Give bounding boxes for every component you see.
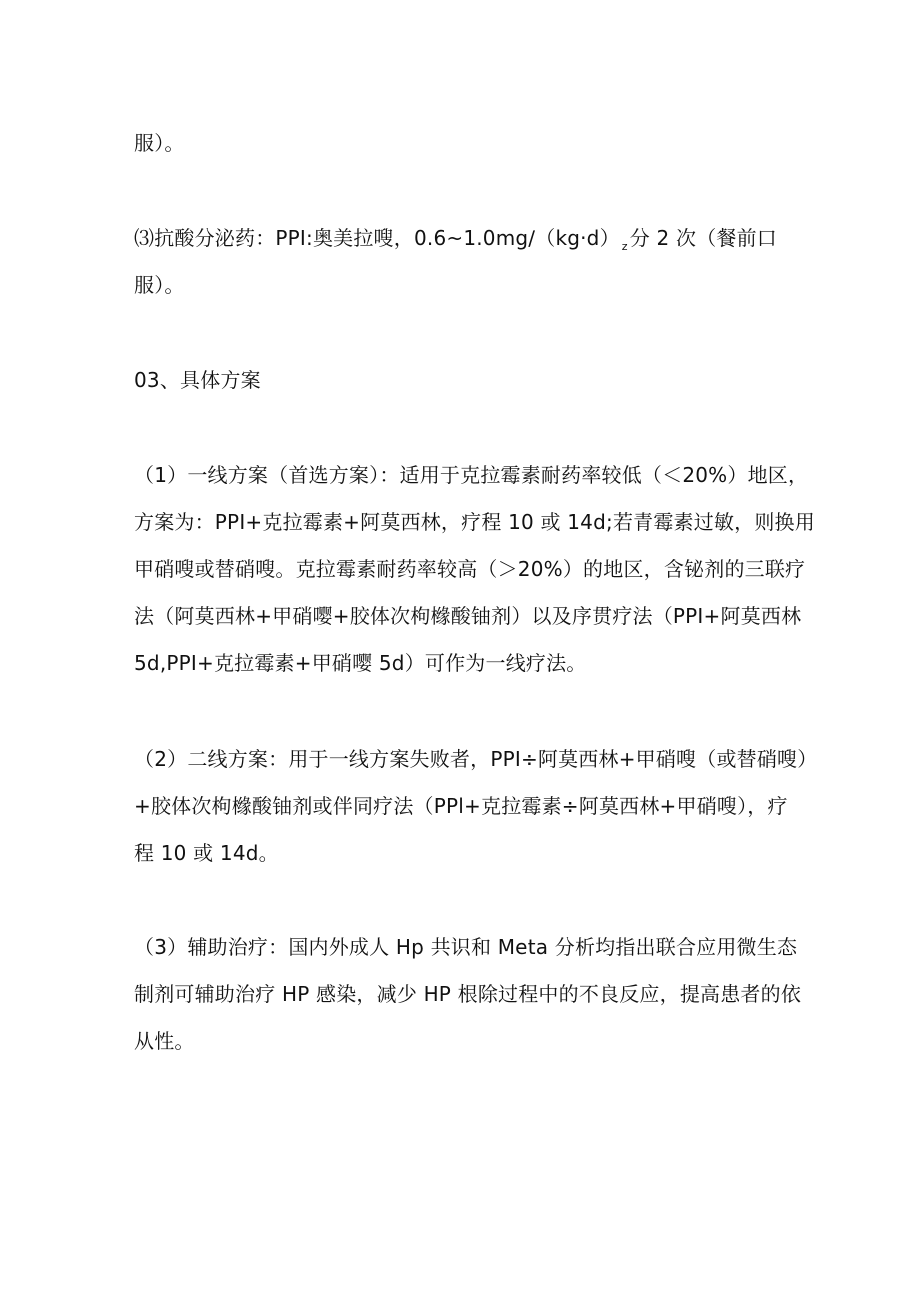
- first-line-plan-line-5: 5d,PPI+克拉霉素+甲硝嘤 5d）可作为一线疗法。: [134, 651, 587, 675]
- first-line-plan-line-1: （1）一线方案（首选方案）：适用于克拉霉素耐药率较低（＜20%）地区，: [134, 463, 809, 487]
- second-line-plan-line-2: +胶体次枸橼酸铀剂或伴同疗法（PPl+克拉霉素÷阿莫西林+甲硝嗖），疗: [134, 794, 788, 818]
- first-line-plan-line-3: 甲硝嗖或替硝嗖。克拉霉素耐药率较高（＞20%）的地区，含铋剂的三联疗: [134, 557, 806, 581]
- adjuvant-therapy-line-3: 从性。: [134, 1029, 195, 1053]
- second-line-plan-line-3: 程 10 或 14d。: [134, 841, 279, 865]
- second-line-plan-line-1: （2）二线方案：用于一线方案失败者，PPI÷阿莫西林+甲硝嗖（或替硝嗖）: [134, 747, 818, 771]
- adjuvant-therapy-line-1: （3）辅助治疗：国内外成人 Hp 共识和 Meta 分析均指出联合应用微生态: [134, 935, 798, 959]
- antacid-text-tail: 分 2 次（餐前口: [629, 226, 778, 250]
- antacid-subscript: z: [621, 240, 628, 253]
- first-line-plan-line-2: 方案为：PPI+克拉霉素+阿莫西林，疗程 10 或 14d;若青霉素过敏，则换用: [134, 510, 815, 534]
- antacid-text-main: ⑶抗酸分泌药：PPI:奥美拉嗖，0.6~1.0mg∕（kg·d）: [134, 226, 620, 250]
- first-line-plan-line-4: 法（阿莫西林+甲硝嘤+胶体次枸橼酸铀剂）以及序贯疗法（PPI+阿莫西林: [134, 604, 802, 628]
- adjuvant-therapy-line-2: 制剂可辅助治疗 HP 感染，减少 HP 根除过程中的不良反应，提高患者的依: [134, 982, 802, 1006]
- section-heading: 03、具体方案: [134, 368, 261, 392]
- continuation-line: 服）。: [134, 131, 185, 155]
- antacid-paragraph-line-2: 服）。: [134, 273, 185, 297]
- antacid-paragraph-line-1: [134, 223, 824, 262]
